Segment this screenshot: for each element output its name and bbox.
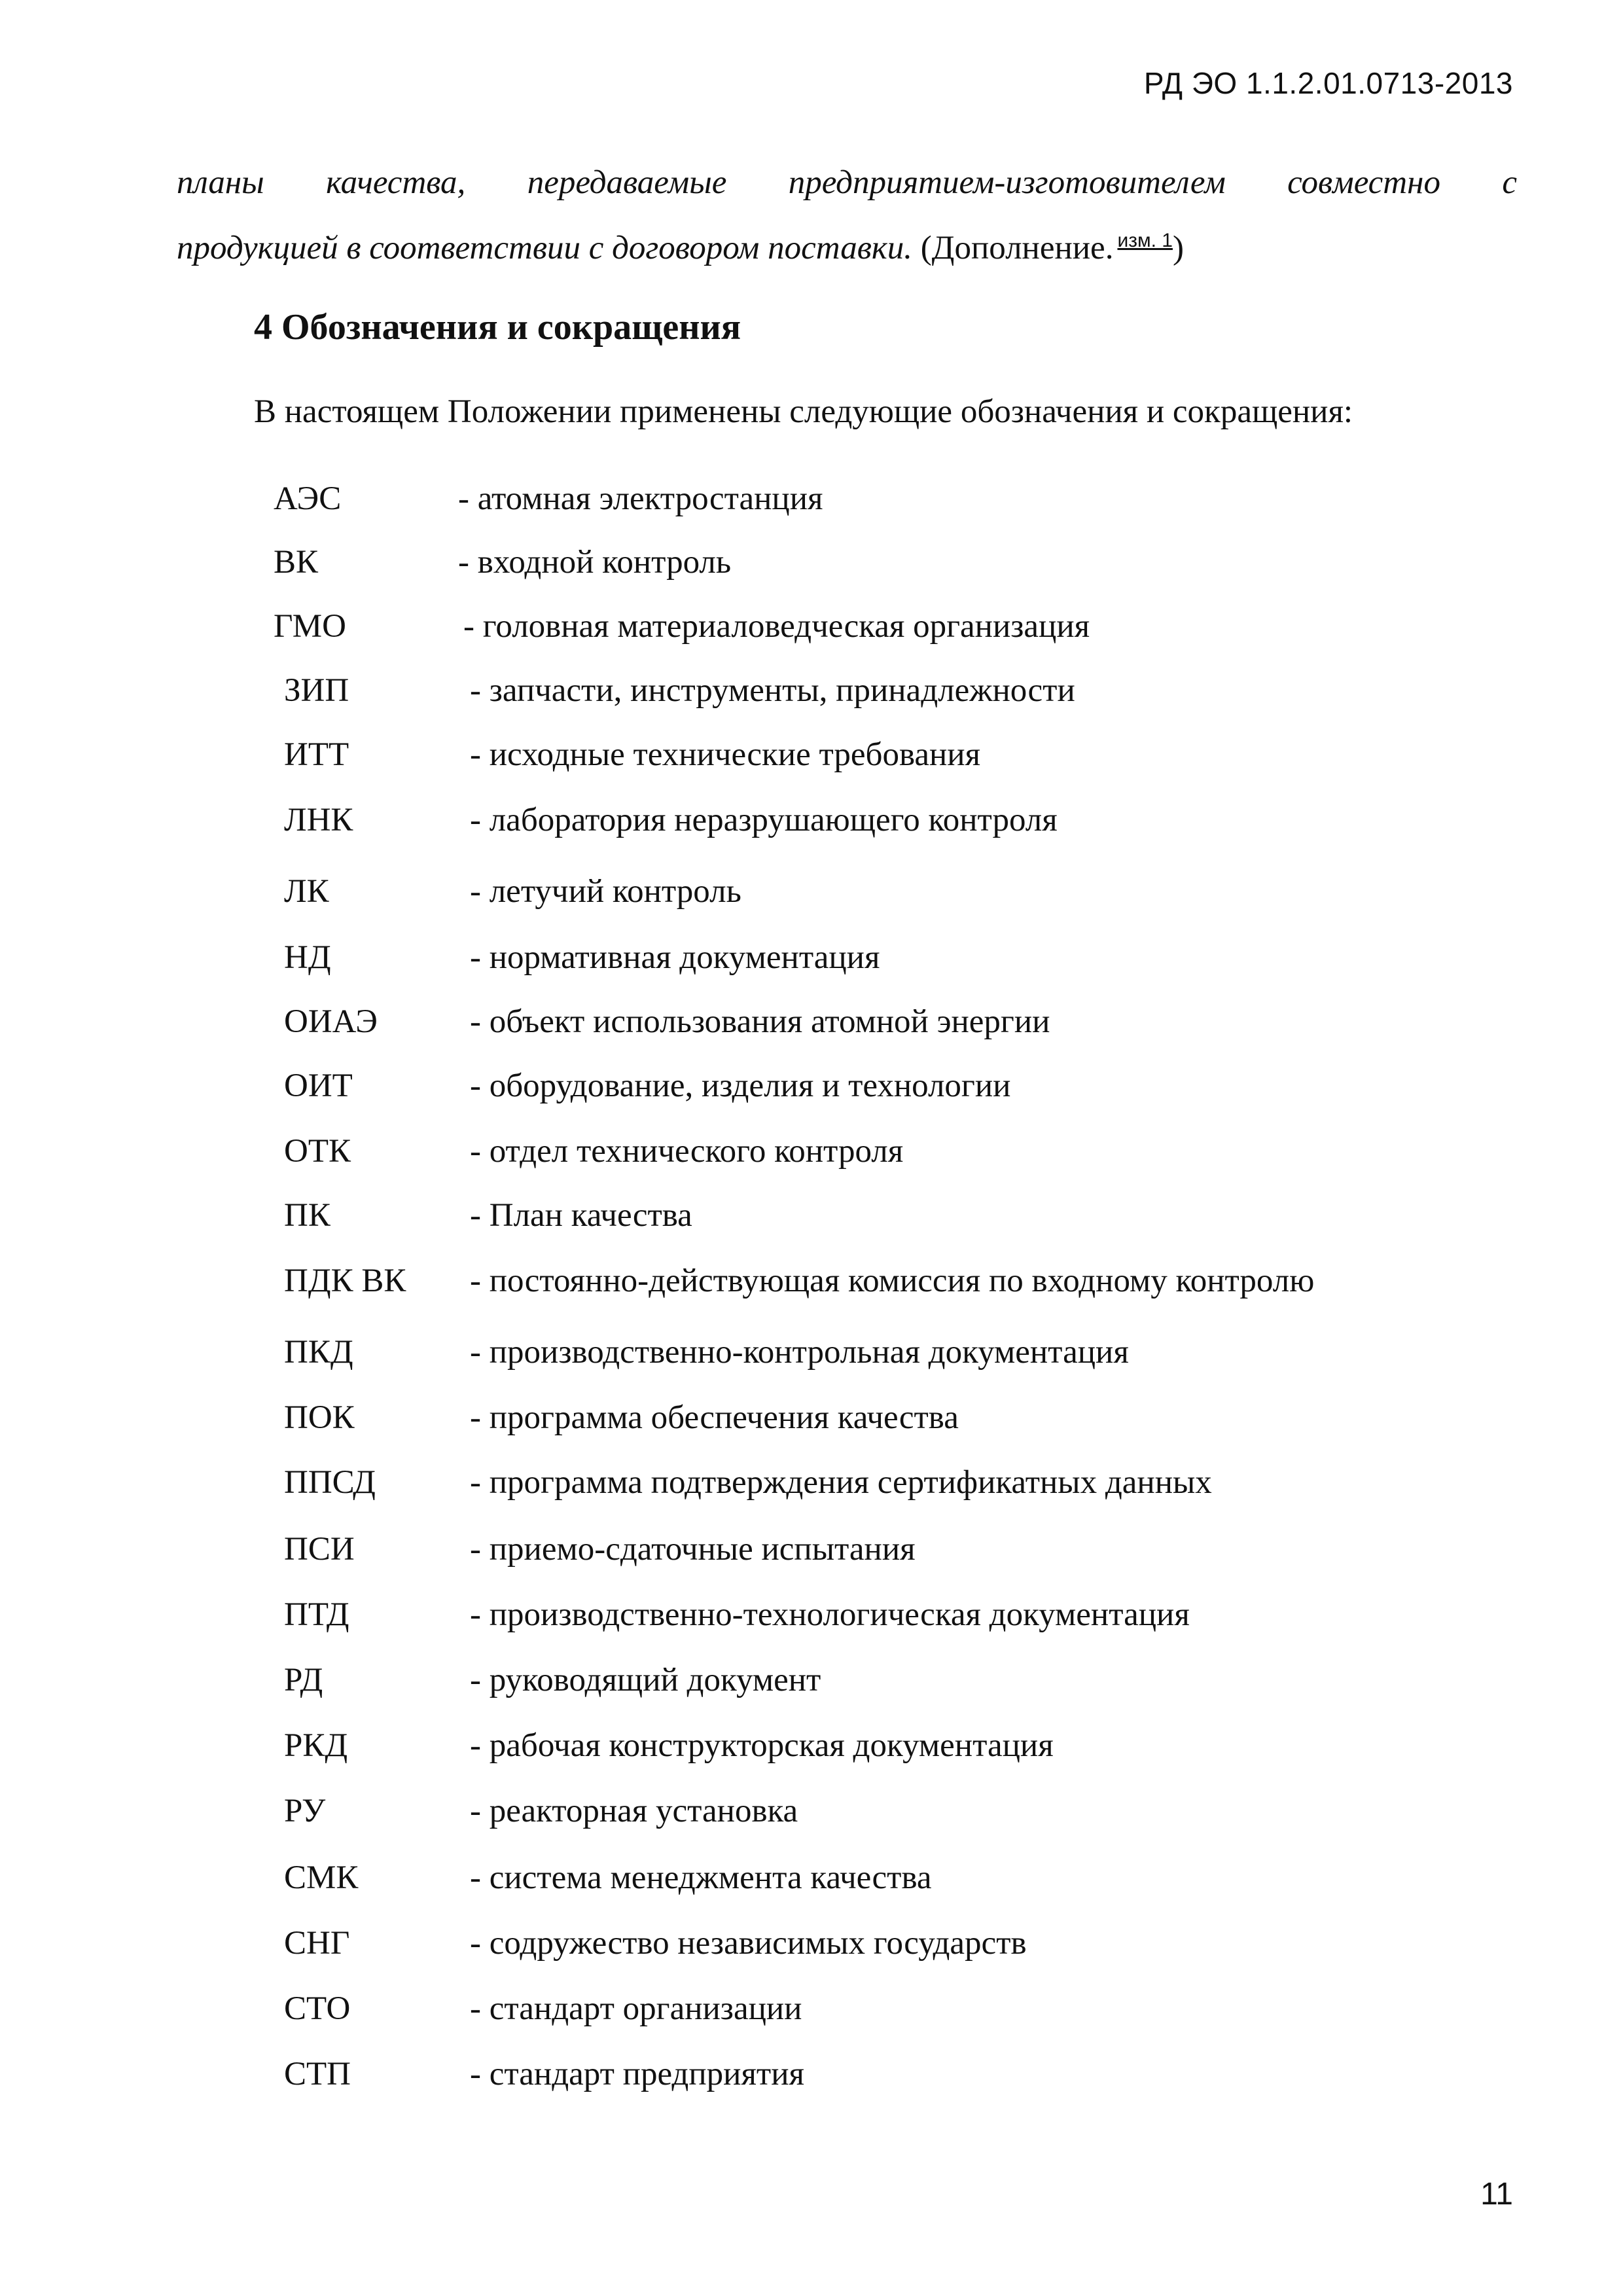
section-title: 4 Обозначения и сокращения	[254, 307, 741, 348]
intro-italic-text: продукцией в соответствии с договором поставки.	[177, 230, 912, 266]
abbreviation-term: ПСИ	[284, 1531, 355, 1568]
abbreviation-term: ВК	[274, 544, 319, 581]
abbreviation-term: ПДК ВК	[284, 1263, 406, 1299]
abbreviation-definition: - лаборатория неразрушающего контроля	[470, 802, 1058, 838]
abbreviation-term: ГМО	[274, 608, 346, 645]
abbreviation-term: НД	[284, 939, 331, 976]
abbreviation-term: РКД	[284, 1727, 348, 1764]
document-code: РД ЭО 1.1.2.01.0713-2013	[1143, 66, 1513, 100]
intro-word: предприятием-изготовителем	[788, 164, 1226, 201]
abbreviation-definition: - объект использования атомной энергии	[470, 1003, 1050, 1040]
abbreviation-definition: - производственно-технологическая документация	[470, 1596, 1190, 1633]
intro-line-1	[177, 164, 1517, 202]
abbreviation-term: СМК	[284, 1859, 359, 1896]
abbreviation-definition: - приемо-сдаточные испытания	[470, 1531, 916, 1568]
intro-word: с	[1502, 164, 1517, 201]
abbreviation-definition: - атомная электростанция	[458, 480, 823, 517]
abbreviation-term: ППСД	[284, 1464, 376, 1501]
abbreviation-definition: - нормативная документация	[470, 939, 880, 976]
abbreviation-definition: - программа обеспечения качества	[470, 1399, 959, 1436]
abbreviation-term: АЭС	[274, 480, 342, 517]
abbreviation-term: ОТК	[284, 1133, 351, 1170]
abbreviation-term: ЛК	[284, 873, 329, 910]
intro-word: планы	[177, 164, 264, 201]
abbreviation-term: СТП	[284, 2056, 351, 2092]
abbreviation-term: ПОК	[284, 1399, 355, 1436]
intro-word: совместно	[1287, 164, 1440, 201]
amendment-link[interactable]: изм. 1	[1117, 230, 1173, 251]
page-number: 11	[1480, 2177, 1513, 2212]
abbreviation-definition: - постоянно-действующая комиссия по входному контролю	[470, 1263, 1315, 1299]
abbreviation-term: РД	[284, 1662, 323, 1698]
abbreviation-definition: - стандарт предприятия	[470, 2056, 804, 2092]
abbreviation-term: ПКД	[284, 1334, 353, 1371]
section-lead: В настоящем Положении применены следующие обозначения и сокращения:	[254, 393, 1353, 430]
amendment-note: (Дополнение.	[920, 230, 1114, 266]
abbreviation-term: ЗИП	[284, 672, 349, 709]
abbreviation-term: РУ	[284, 1793, 326, 1829]
abbreviation-definition: - система менеджмента качества	[470, 1859, 932, 1896]
abbreviation-definition: - План качества	[470, 1197, 692, 1234]
abbreviation-definition: - запчасти, инструменты, принадлежности	[470, 672, 1075, 709]
abbreviation-definition: - отдел технического контроля	[470, 1133, 904, 1170]
abbreviation-definition: - производственно-контрольная документация	[470, 1334, 1129, 1371]
intro-line-2	[177, 229, 1517, 267]
abbreviation-term: ИТТ	[284, 736, 349, 773]
abbreviation-definition: - стандарт организации	[470, 1990, 802, 2027]
intro-word: передаваемые	[527, 164, 727, 201]
abbreviation-definition: - реакторная установка	[470, 1793, 798, 1829]
abbreviation-definition: - летучий контроль	[470, 873, 741, 910]
abbreviation-definition: - программа подтверждения сертификатных данных	[470, 1464, 1212, 1501]
abbreviation-definition: - исходные технические требования	[470, 736, 981, 773]
abbreviation-term: СНГ	[284, 1925, 350, 1962]
abbreviation-definition: - оборудование, изделия и технологии	[470, 1067, 1011, 1104]
abbreviation-term: СТО	[284, 1990, 351, 2027]
abbreviation-definition: - рабочая конструкторская документация	[470, 1727, 1054, 1764]
intro-word: качества,	[326, 164, 466, 201]
closing-paren: )	[1172, 230, 1184, 266]
abbreviation-definition: - входной контроль	[458, 544, 732, 581]
abbreviation-term: ПТД	[284, 1596, 349, 1633]
abbreviation-definition: - руководящий документ	[470, 1662, 821, 1698]
abbreviation-term: ПК	[284, 1197, 330, 1234]
abbreviation-definition: - головная материаловедческая организация	[463, 608, 1090, 645]
abbreviation-term: ЛНК	[284, 802, 353, 838]
abbreviation-term: ОИАЭ	[284, 1003, 378, 1040]
abbreviation-term: ОИТ	[284, 1067, 353, 1104]
abbreviation-definition: - содружество независимых государств	[470, 1925, 1027, 1962]
